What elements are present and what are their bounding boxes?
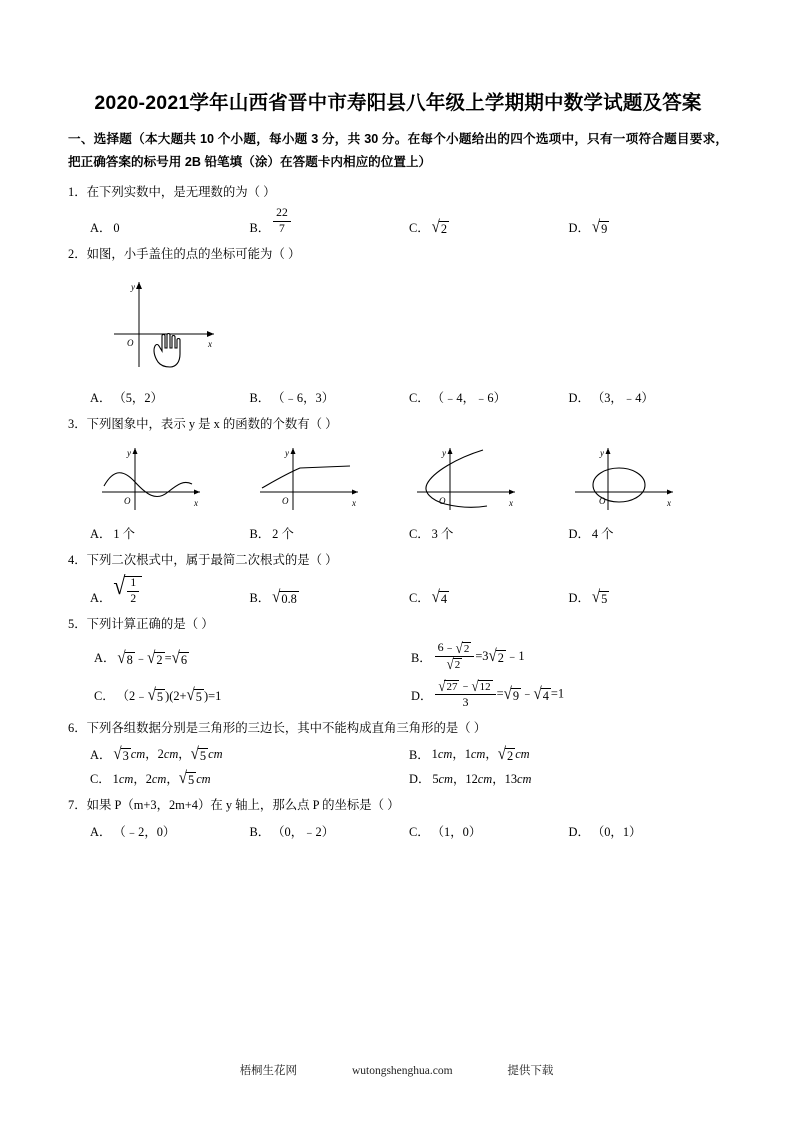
- option-d[interactable]: [569, 524, 729, 542]
- option-d-value: √ 27 ﹣ √ 12 3 = √ 9 ﹣ √ 4 =1: [434, 680, 564, 709]
- option-a-value: √ 3 cm，2cm， √ 5 cm: [113, 744, 223, 764]
- option-d-label: D．: [568, 390, 590, 405]
- fraction-22-7: $\frac{22}{7}$: [273, 207, 291, 234]
- option-a-label: A．: [90, 390, 112, 405]
- question-5-options-row-1: [68, 639, 728, 674]
- option-b-label: B．: [249, 390, 271, 405]
- svg-text:x: x: [666, 498, 671, 509]
- figure-coordinate-axes-hand: [94, 272, 728, 382]
- option-b[interactable]: [250, 388, 410, 406]
- option-d[interactable]: [569, 822, 729, 840]
- question-2: [68, 245, 728, 406]
- option-a-label: A．: [90, 590, 112, 605]
- option-d-label: D．: [568, 824, 590, 839]
- option-c-label: C．: [409, 590, 430, 605]
- option-d[interactable]: [569, 576, 729, 605]
- option-a[interactable]: [94, 648, 411, 667]
- svg-text:x: x: [351, 498, 356, 509]
- option-c-label: C．: [409, 527, 430, 542]
- option-c-value: （2﹣ √ 5 )(2+ √ 5 )=1: [116, 686, 222, 706]
- svg-text:y: y: [127, 448, 131, 459]
- question-4: [68, 551, 728, 606]
- sqrt-9: √ 9: [591, 217, 608, 237]
- option-c[interactable]: [409, 388, 569, 406]
- svg-text:x: x: [509, 498, 513, 509]
- page-title: 2020-2021学年山西省晋中市寿阳县八年级上学期期中数学试题及答案: [94, 92, 702, 114]
- question-6-body: 下列各组数据分别是三角形的三边长，其中不能构成直角三角形的是（ ）: [86, 720, 487, 735]
- option-a[interactable]: [90, 388, 250, 406]
- option-c-value: 1cm，2cm， √ 5 cm: [112, 769, 211, 788]
- sqrt-0-8: √ 0.8: [272, 587, 297, 607]
- option-b-value: 1cm，1cm， √ 2 cm: [431, 744, 530, 764]
- question-2-options: [68, 388, 728, 406]
- option-d-value: 5cm，12cm，13cm: [432, 772, 532, 787]
- document-content: [68, 88, 728, 840]
- question-1-body: 在下列实数中，是无理数的为（ ）: [86, 185, 276, 200]
- page-footer: [0, 1062, 793, 1078]
- question-2-body: 如图，小手盖住的点的坐标可能为（ ）: [86, 246, 301, 261]
- question-6-number: 6．: [68, 720, 87, 735]
- question-1-options: [68, 208, 728, 235]
- svg-text:y: y: [131, 281, 135, 292]
- option-c[interactable]: [409, 208, 569, 235]
- option-d-label: D．: [568, 590, 590, 605]
- option-b-value: （﹣6，3）: [272, 390, 335, 405]
- question-1-number: 1．: [68, 185, 87, 200]
- svg-text:x: x: [208, 338, 212, 349]
- hand-icon: [154, 333, 180, 367]
- option-d-value: 4 个: [591, 527, 614, 542]
- footer-site-name: 梧桐生花网: [239, 1065, 298, 1077]
- graph-4: [563, 440, 721, 518]
- svg-text:y: y: [284, 448, 289, 459]
- option-d-label: D．: [409, 772, 431, 787]
- question-6-options-row-1: [68, 744, 728, 763]
- section-heading: 一、选择题（本大题共 10 个小题，每小题 3 分，共 30 分。在每个小题给出的四个选项中，只有一项符合题目要求，把正确答案的标号用 2B 铅笔填（涂）在答题卡内相应的位置上）: [68, 131, 728, 169]
- svg-text:O: O: [281, 496, 288, 507]
- option-a-value: （﹣2，0）: [113, 824, 176, 839]
- option-b-value: 6﹣ √ 2 √ 2 =3 √ 2 ﹣1: [434, 642, 525, 673]
- option-b-value: 2 个: [272, 527, 294, 542]
- option-d[interactable]: [411, 677, 728, 710]
- option-a-value: √ 8 ﹣ √ 2 = √ 6: [117, 648, 188, 668]
- option-b[interactable]: [411, 639, 728, 674]
- option-d-value: （0，1）: [591, 824, 642, 839]
- option-d[interactable]: [569, 208, 729, 235]
- option-d-value: （3，﹣4）: [591, 390, 654, 405]
- question-7: [68, 796, 728, 839]
- option-a-label: A．: [90, 220, 112, 235]
- question-2-text: [68, 245, 728, 264]
- option-b-label: B．: [249, 220, 271, 235]
- option-b-label: B．: [409, 747, 430, 762]
- option-b-label: B．: [249, 527, 271, 542]
- option-c-label: C．: [409, 220, 430, 235]
- option-a[interactable]: [90, 744, 409, 763]
- question-7-body: 如果 P（m+3，2m+4）在 y 轴上，那么点 P 的坐标是（ ）: [86, 798, 400, 813]
- option-a-label: A．: [90, 824, 112, 839]
- option-c-value: （﹣4，﹣6）: [431, 390, 506, 405]
- option-b[interactable]: [250, 822, 410, 840]
- question-5: [68, 615, 728, 710]
- option-c-label: C．: [409, 390, 430, 405]
- graph-3: [405, 440, 563, 518]
- question-3-body: 下列图象中，表示 y 是 x 的函数的个数有（ ）: [86, 416, 338, 431]
- option-d[interactable]: [569, 388, 729, 406]
- option-b-value: （0，﹣2）: [272, 824, 335, 839]
- question-5-body: 下列计算正确的是（ ）: [86, 616, 214, 631]
- svg-text:O: O: [124, 496, 131, 507]
- option-c-label: C．: [90, 772, 111, 787]
- option-a-value: 1 个: [113, 527, 136, 542]
- sqrt-5: √ 5: [591, 587, 608, 607]
- option-b-label: B．: [249, 590, 271, 605]
- option-a[interactable]: [90, 822, 250, 840]
- option-b-label: B．: [411, 651, 432, 666]
- sqrt-4: √ 4: [431, 587, 448, 607]
- sqrt-2: √ 2: [431, 217, 448, 237]
- option-a-label: A．: [94, 651, 116, 666]
- option-a-value: （5，2）: [113, 390, 163, 405]
- svg-text:y: y: [599, 448, 604, 459]
- sqrt-one-half: √ $\frac{1}{2}$: [113, 576, 142, 605]
- question-4-options: [68, 571, 728, 607]
- option-d[interactable]: [409, 769, 728, 788]
- option-a[interactable]: [90, 524, 250, 542]
- question-1: [68, 183, 728, 236]
- question-3: [68, 415, 728, 542]
- option-a[interactable]: [90, 571, 250, 605]
- question-6-options-row-2: [68, 769, 728, 788]
- graph-1: [90, 440, 248, 518]
- option-c[interactable]: [94, 686, 411, 705]
- figure-four-graphs: [90, 440, 720, 518]
- option-c-value: 3 个: [431, 527, 454, 542]
- option-d-label: D．: [568, 527, 590, 542]
- svg-text:O: O: [598, 496, 605, 507]
- option-d-label: D．: [411, 689, 433, 704]
- question-7-number: 7．: [68, 798, 87, 813]
- option-c[interactable]: [409, 822, 569, 840]
- option-b[interactable]: [409, 744, 728, 763]
- option-a[interactable]: [90, 208, 250, 235]
- svg-text:x: x: [194, 498, 198, 509]
- footer-site-url: wutongshenghua.com: [351, 1065, 453, 1077]
- option-a-label: A．: [90, 527, 112, 542]
- footer-download-text: 提供下载: [507, 1065, 554, 1077]
- option-c[interactable]: [90, 769, 409, 788]
- question-3-number: 3．: [68, 416, 87, 431]
- question-7-text: [68, 796, 728, 815]
- option-c-value: （1，0）: [431, 824, 482, 839]
- question-5-number: 5．: [68, 616, 87, 631]
- question-6: [68, 719, 728, 788]
- question-6-text: [68, 719, 728, 738]
- option-c-label: C．: [409, 824, 430, 839]
- question-4-body: 下列二次根式中，属于最简二次根式的是（ ）: [86, 553, 338, 568]
- question-1-text: [68, 183, 728, 202]
- coordinate-axes-svg: [94, 272, 244, 382]
- question-7-options: [68, 822, 728, 840]
- option-b[interactable]: [250, 524, 410, 542]
- option-d-label: D．: [568, 220, 590, 235]
- option-b[interactable]: [250, 208, 410, 235]
- svg-text:y: y: [442, 448, 446, 459]
- option-a-value: 0: [113, 220, 120, 235]
- question-4-number: 4．: [68, 553, 87, 568]
- option-a-label: A．: [90, 747, 112, 762]
- question-3-options: [68, 524, 728, 542]
- question-4-text: [68, 551, 728, 570]
- option-c-label: C．: [94, 689, 115, 704]
- option-b-label: B．: [249, 824, 271, 839]
- graph-2: [248, 440, 406, 518]
- question-2-number: 2．: [68, 246, 87, 261]
- option-b[interactable]: [250, 576, 410, 605]
- option-c[interactable]: [409, 576, 569, 605]
- svg-text:O: O: [439, 496, 446, 507]
- option-c[interactable]: [409, 524, 569, 542]
- question-5-options-row-2: [68, 677, 728, 710]
- svg-text:O: O: [127, 337, 134, 348]
- question-5-text: [68, 615, 728, 634]
- question-3-text: [68, 415, 728, 434]
